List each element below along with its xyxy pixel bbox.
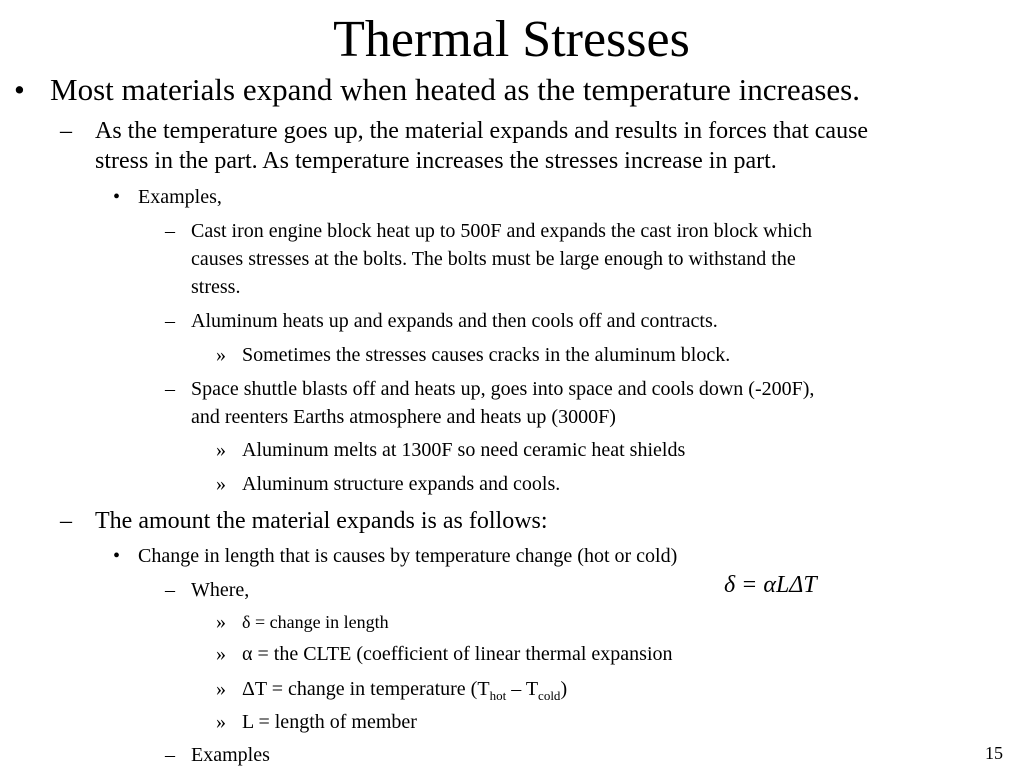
bullet-text: δ = change in length [242,612,389,632]
page-number: 15 [985,743,1003,763]
bullet-text: The amount the material expands is as follows: [95,508,548,534]
bullet-text: As the temperature goes up, the material expands and results in forces that cause [95,118,869,144]
bullet-text: stress. [191,276,241,298]
bullet-text-delta-t [242,675,567,703]
bullet-text: Examples [191,744,270,766]
dash-marker: – [165,744,175,766]
raquo-marker: » [216,678,226,700]
raquo-marker: » [216,611,226,633]
bullet-text: α = the CLTE (coefficient of linear thermal expansion [242,643,673,665]
bullet-text: Space shuttle blasts off and heats up, goes into space and cools down (-200F), [191,378,815,400]
bullet-text: Change in length that is causes by temperature change (hot or cold) [138,545,678,567]
bullet-text: Cast iron engine block heat up to 500F and expands the cast iron block which [191,220,812,242]
raquo-marker: » [216,643,226,665]
bullet-text: stress in the part. As temperature increases the stresses increase in part. [95,148,777,174]
dash-marker: – [60,508,72,534]
dash-marker: – [165,220,175,242]
subscript-cold: cold [538,688,561,703]
bullet-text: Where, [191,579,250,601]
bullet-text: Examples, [138,186,222,208]
bullet-marker: • [14,72,25,107]
bullet-marker: • [113,545,121,567]
bullet-text: Most materials expand when heated as the temperature increases. [50,72,860,107]
dash-marker: – [60,118,72,144]
dash-marker: – [165,310,175,332]
bullet-text: Aluminum melts at 1300F so need ceramic heat shields [242,439,686,461]
bullet-text: L = length of member [242,711,417,733]
raquo-marker: » [216,711,226,733]
dash-marker: – [165,378,175,400]
bullet-text: and reenters Earths atmosphere and heats up (3000F) [191,406,616,428]
thermal-expansion-formula: δ = αLΔT [724,572,817,598]
slide-title: Thermal Stresses [333,11,690,68]
text-part: ) [560,678,568,700]
bullet-text: causes stresses at the bolts. The bolts must be large enough to withstand the [191,248,796,270]
raquo-marker: » [216,439,226,461]
subscript-hot: hot [489,688,507,703]
bullet-text: Sometimes the stresses causes cracks in the aluminum block. [242,344,731,366]
raquo-marker: » [216,344,226,366]
dash-marker: – [165,579,175,601]
text-part: – T [506,678,539,700]
bullet-text: Aluminum structure expands and cools. [242,473,561,495]
text-part: ΔT = change in temperature (T [242,678,490,700]
bullet-text: Aluminum heats up and expands and then cools off and contracts. [191,310,718,332]
raquo-marker: » [216,473,226,495]
bullet-marker: • [113,186,121,208]
